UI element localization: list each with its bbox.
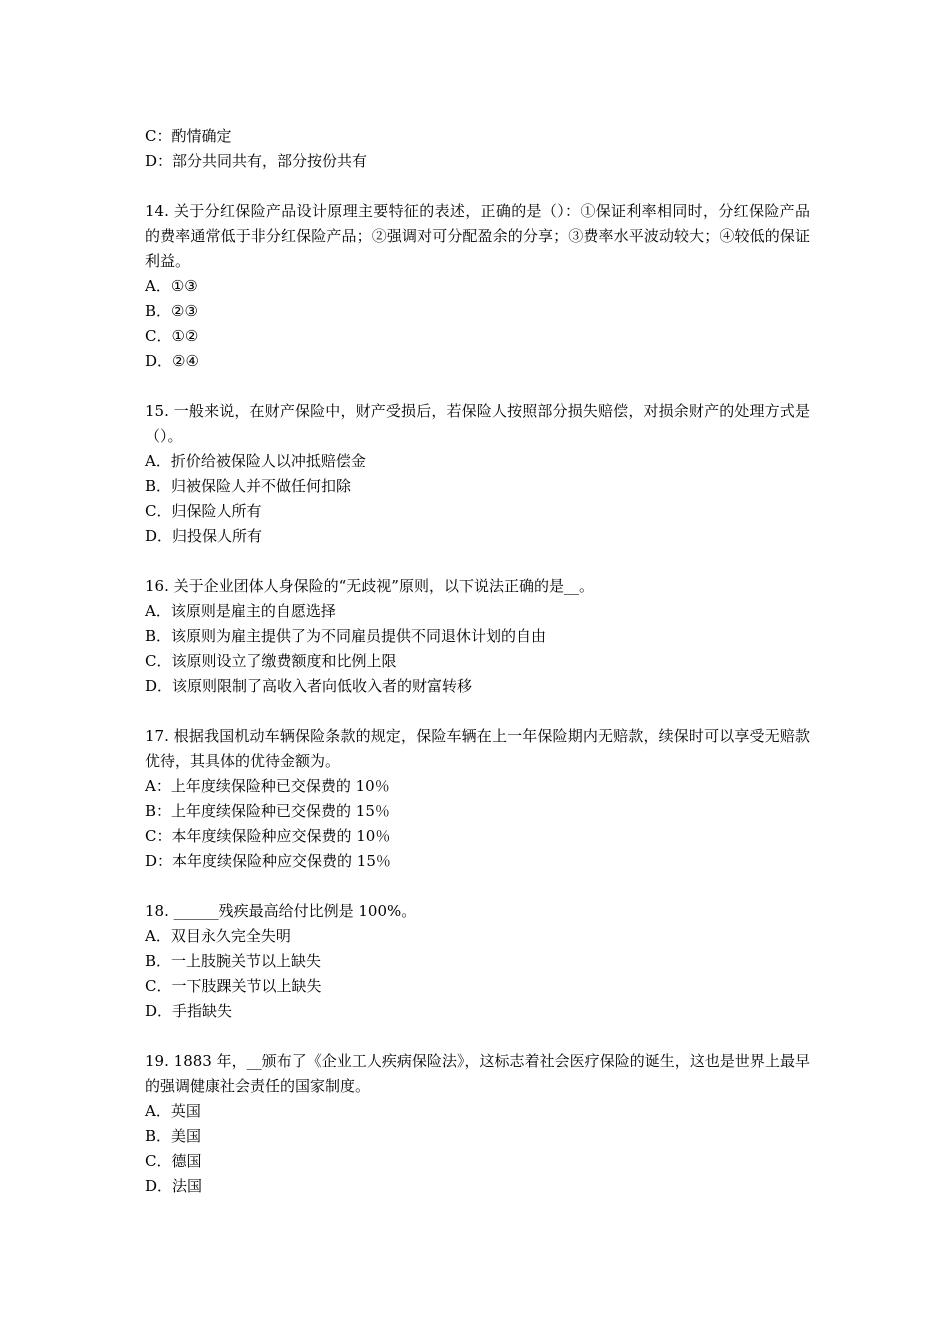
option-text: ①③ [170, 277, 198, 295]
option-text: 归被保险人并不做任何扣除 [171, 477, 352, 495]
option-letter: A． [145, 1102, 171, 1120]
option-d [145, 849, 810, 874]
option-c [145, 499, 810, 524]
option-letter: B． [145, 302, 172, 320]
option-text: 上年度续保险种已交保费的 15％ [171, 802, 390, 820]
option-text: 德国 [171, 1152, 202, 1170]
question-18 [145, 899, 810, 1024]
option-letter: C． [145, 977, 172, 995]
option-a [145, 1099, 810, 1124]
option-c [145, 824, 810, 849]
option-c [145, 1149, 810, 1174]
option-letter: D． [145, 527, 173, 545]
question-16 [145, 574, 810, 699]
option-d [145, 349, 810, 374]
option-text: 该原则设立了缴费额度和比例上限 [171, 652, 397, 670]
question-stem: 18. ______残疾最高给付比例是 100%。 [145, 902, 417, 920]
option-b [145, 799, 810, 824]
option-text: 双目永久完全失明 [170, 927, 291, 945]
option-text: ①② [171, 327, 199, 345]
option-b [145, 624, 810, 649]
option-c [145, 649, 810, 674]
option-text: 归投保人所有 [172, 527, 263, 545]
question-stem: 19. 1883 年，__颁布了《企业工人疾病保险法》，这标志着社会医疗保险的诞生，这也是世界上最早的强调健康社会责任的国家制度。 [145, 1052, 810, 1095]
option-letter: D： [145, 152, 173, 170]
option-letter: D． [145, 352, 173, 370]
option-letter: B． [145, 1127, 172, 1145]
option-letter: B： [145, 802, 172, 820]
option-d [145, 1174, 810, 1199]
option-a [145, 924, 810, 949]
option-d [145, 524, 810, 549]
option-c [145, 124, 810, 149]
option-letter: B． [145, 627, 172, 645]
option-letter: D． [145, 1002, 173, 1020]
option-text: 折价给被保险人以冲抵赔偿金 [170, 452, 366, 470]
question-stem: 16. 关于企业团体人身保险的“无歧视”原则，以下说法正确的是__。 [145, 577, 594, 595]
option-d [145, 149, 810, 174]
option-text: ②④ [172, 352, 199, 370]
option-text: 归保险人所有 [171, 502, 262, 520]
question-stem: 14. 关于分红保险产品设计原理主要特征的表述，正确的是（）：①保证利率相同时，分红保险产品的费率通常低于非分红保险产品；②强调对可分配盈余的分享；③费率水平波动较大；④较低的保证利益。 [145, 202, 810, 270]
option-b [145, 474, 810, 499]
option-letter: D： [145, 852, 173, 870]
option-d [145, 674, 810, 699]
option-text: 手指缺失 [172, 1002, 233, 1020]
option-text: 上年度续保险种已交保费的 10％ [170, 777, 390, 795]
option-d [145, 999, 810, 1024]
option-text: 该原则限制了高收入者向低收入者的财富转移 [172, 677, 473, 695]
option-a [145, 274, 810, 299]
question-14 [145, 199, 810, 374]
option-text: ②③ [171, 302, 198, 320]
option-text: 本年度续保险种应交保费的 15％ [172, 852, 391, 870]
option-letter: B． [145, 477, 172, 495]
option-c [145, 974, 810, 999]
option-text: 本年度续保险种应交保费的 10％ [171, 827, 391, 845]
question-stem: 15. 一般来说，在财产保险中，财产受损后，若保险人按照部分损失赔偿，对损余财产的处理方式是（）。 [145, 402, 810, 445]
option-text: 该原则是雇主的自愿选择 [170, 602, 336, 620]
option-letter: A： [145, 777, 171, 795]
option-text: 美国 [171, 1127, 202, 1145]
option-a [145, 599, 810, 624]
option-letter: C． [145, 502, 172, 520]
option-text: 该原则为雇主提供了为不同雇员提供不同退休计划的自由 [171, 627, 547, 645]
option-letter: A． [145, 602, 171, 620]
option-letter: A． [145, 927, 171, 945]
option-letter: B． [145, 952, 172, 970]
option-letter: D． [145, 677, 173, 695]
question-15 [145, 399, 810, 549]
option-letter: C． [145, 652, 172, 670]
option-text: 酌情确定 [171, 127, 232, 145]
option-a [145, 774, 810, 799]
option-letter: C： [145, 127, 172, 145]
option-a [145, 449, 810, 474]
option-text: 法国 [172, 1177, 203, 1195]
document-body [145, 124, 810, 1224]
option-b [145, 1124, 810, 1149]
option-text: 一上肢腕关节以上缺失 [171, 952, 322, 970]
option-c [145, 324, 810, 349]
option-letter: C． [145, 1152, 172, 1170]
option-letter: D． [145, 1177, 173, 1195]
option-letter: A． [145, 452, 171, 470]
option-b [145, 299, 810, 324]
question-stem: 17. 根据我国机动车辆保险条款的规定，保险车辆在上一年保险期内无赔款，续保时可以享受无赔款优待，其具体的优待金额为。 [145, 727, 810, 770]
option-letter: A． [145, 277, 171, 295]
question-fragment [145, 124, 810, 174]
option-letter: C． [145, 327, 172, 345]
option-text: 一下肢踝关节以上缺失 [171, 977, 322, 995]
option-letter: C： [145, 827, 172, 845]
question-17 [145, 724, 810, 874]
option-b [145, 949, 810, 974]
option-text: 英国 [170, 1102, 201, 1120]
option-text: 部分共同共有，部分按份共有 [172, 152, 368, 170]
question-19 [145, 1049, 810, 1199]
